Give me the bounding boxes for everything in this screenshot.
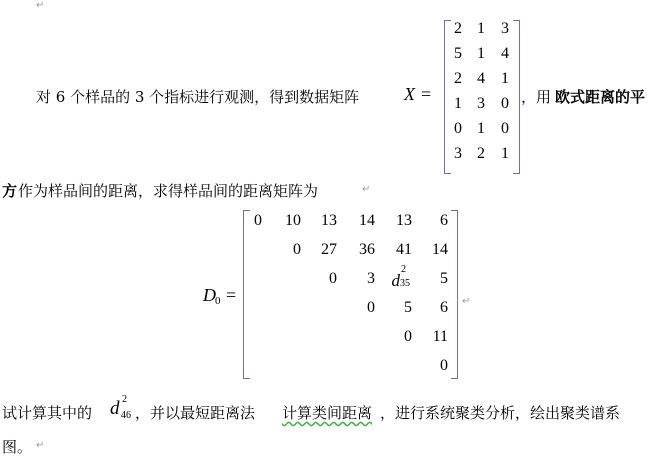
matrix-d-cell: 41	[396, 241, 412, 258]
matrix-x-cell: 5	[454, 45, 462, 62]
matrix-d-cell: 6	[440, 299, 448, 316]
d35-sub: 35	[400, 278, 410, 289]
matrix-d-cell: 27	[321, 241, 337, 258]
matrix-d-cell-d35	[382, 264, 412, 291]
matrix-d-cell: 14	[359, 212, 375, 229]
line2-text: 作为样品间的距离，求得样品间的距离矩阵为	[18, 182, 319, 200]
matrix-x-symbol: X	[404, 84, 415, 104]
d46-main: d	[110, 398, 120, 419]
matrix-x-cell: 1	[477, 120, 485, 137]
matrix-d-cell: 0	[440, 357, 448, 374]
d35-sup: 2	[401, 264, 406, 275]
matrix-x-cell: 0	[454, 120, 462, 137]
paragraph-mark: ↵	[36, 440, 45, 451]
matrix-x-cell: 3	[501, 20, 509, 37]
intro-text: 对 6 个样品的 3 个指标进行观测，得到数据矩阵	[36, 88, 360, 106]
question-line2: 图。	[2, 438, 33, 456]
bold-phrase: 欧式距离的平	[555, 88, 646, 106]
matrix-x-cell: 4	[477, 70, 485, 87]
matrix-d-cell: 11	[432, 328, 448, 345]
matrix-d-cell: 14	[432, 241, 448, 258]
matrix-d-cell: 10	[285, 212, 301, 229]
d35-main: d	[391, 271, 400, 290]
matrix-d-cell: 0	[367, 299, 375, 316]
question-prefix: 试计算其中的	[2, 404, 93, 422]
d46-sup: 2	[122, 394, 127, 405]
matrix-d-cell: 13	[396, 212, 412, 229]
paragraph-mark: ↵	[36, 0, 45, 11]
matrix-d-cell: 5	[440, 270, 448, 287]
matrix-d-cell: 0	[293, 241, 301, 258]
matrix-d-right-bracket	[451, 210, 458, 379]
paragraph-mark: ↵	[462, 296, 471, 307]
matrix-d-cell: 13	[321, 212, 337, 229]
after-matrix-text: ，用	[521, 88, 552, 106]
matrix-d-cell: 0	[254, 212, 262, 229]
matrix-x-cell: 1	[501, 70, 509, 87]
matrix-d-cell: 0	[404, 328, 412, 345]
matrix-d-equals: =	[226, 285, 237, 305]
bold-phrase-continued: 方	[2, 182, 18, 200]
matrix-d-cell: 0	[329, 270, 337, 287]
matrix-x-cell: 1	[454, 95, 462, 112]
matrix-d-subscript: 0	[215, 295, 221, 307]
question-middle-b: ，进行系统聚类分析，绘出聚类谱系	[380, 404, 621, 422]
matrix-x-cell: 0	[501, 95, 509, 112]
matrix-d-cell: 5	[404, 299, 412, 316]
matrix-x-cell: 3	[477, 95, 485, 112]
matrix-x-cell: 3	[454, 145, 462, 162]
paragraph-mark: ↵	[362, 184, 371, 195]
matrix-d-cell: 6	[440, 212, 448, 229]
matrix-x-cell: 0	[501, 120, 509, 137]
matrix-x-cell: 1	[501, 145, 509, 162]
matrix-x-cell: 2	[454, 20, 462, 37]
equals-sign: =	[421, 84, 432, 104]
matrix-x-cell: 4	[501, 45, 509, 62]
matrix-x-cell: 2	[477, 145, 485, 162]
matrix-d-label: D	[203, 285, 216, 305]
matrix-d-cell: 36	[359, 241, 375, 258]
matrix-d-cell: 3	[367, 270, 375, 287]
matrix-x-cell: 1	[477, 45, 485, 62]
question-wavy-phrase: 计算类间距离	[282, 404, 373, 422]
d46-sub: 46	[121, 410, 131, 421]
matrix-d-left-bracket	[243, 210, 250, 379]
matrix-x-cell: 1	[477, 20, 485, 37]
question-middle-a: ，并以最短距离法	[135, 404, 256, 422]
matrix-x-cell: 2	[454, 70, 462, 87]
